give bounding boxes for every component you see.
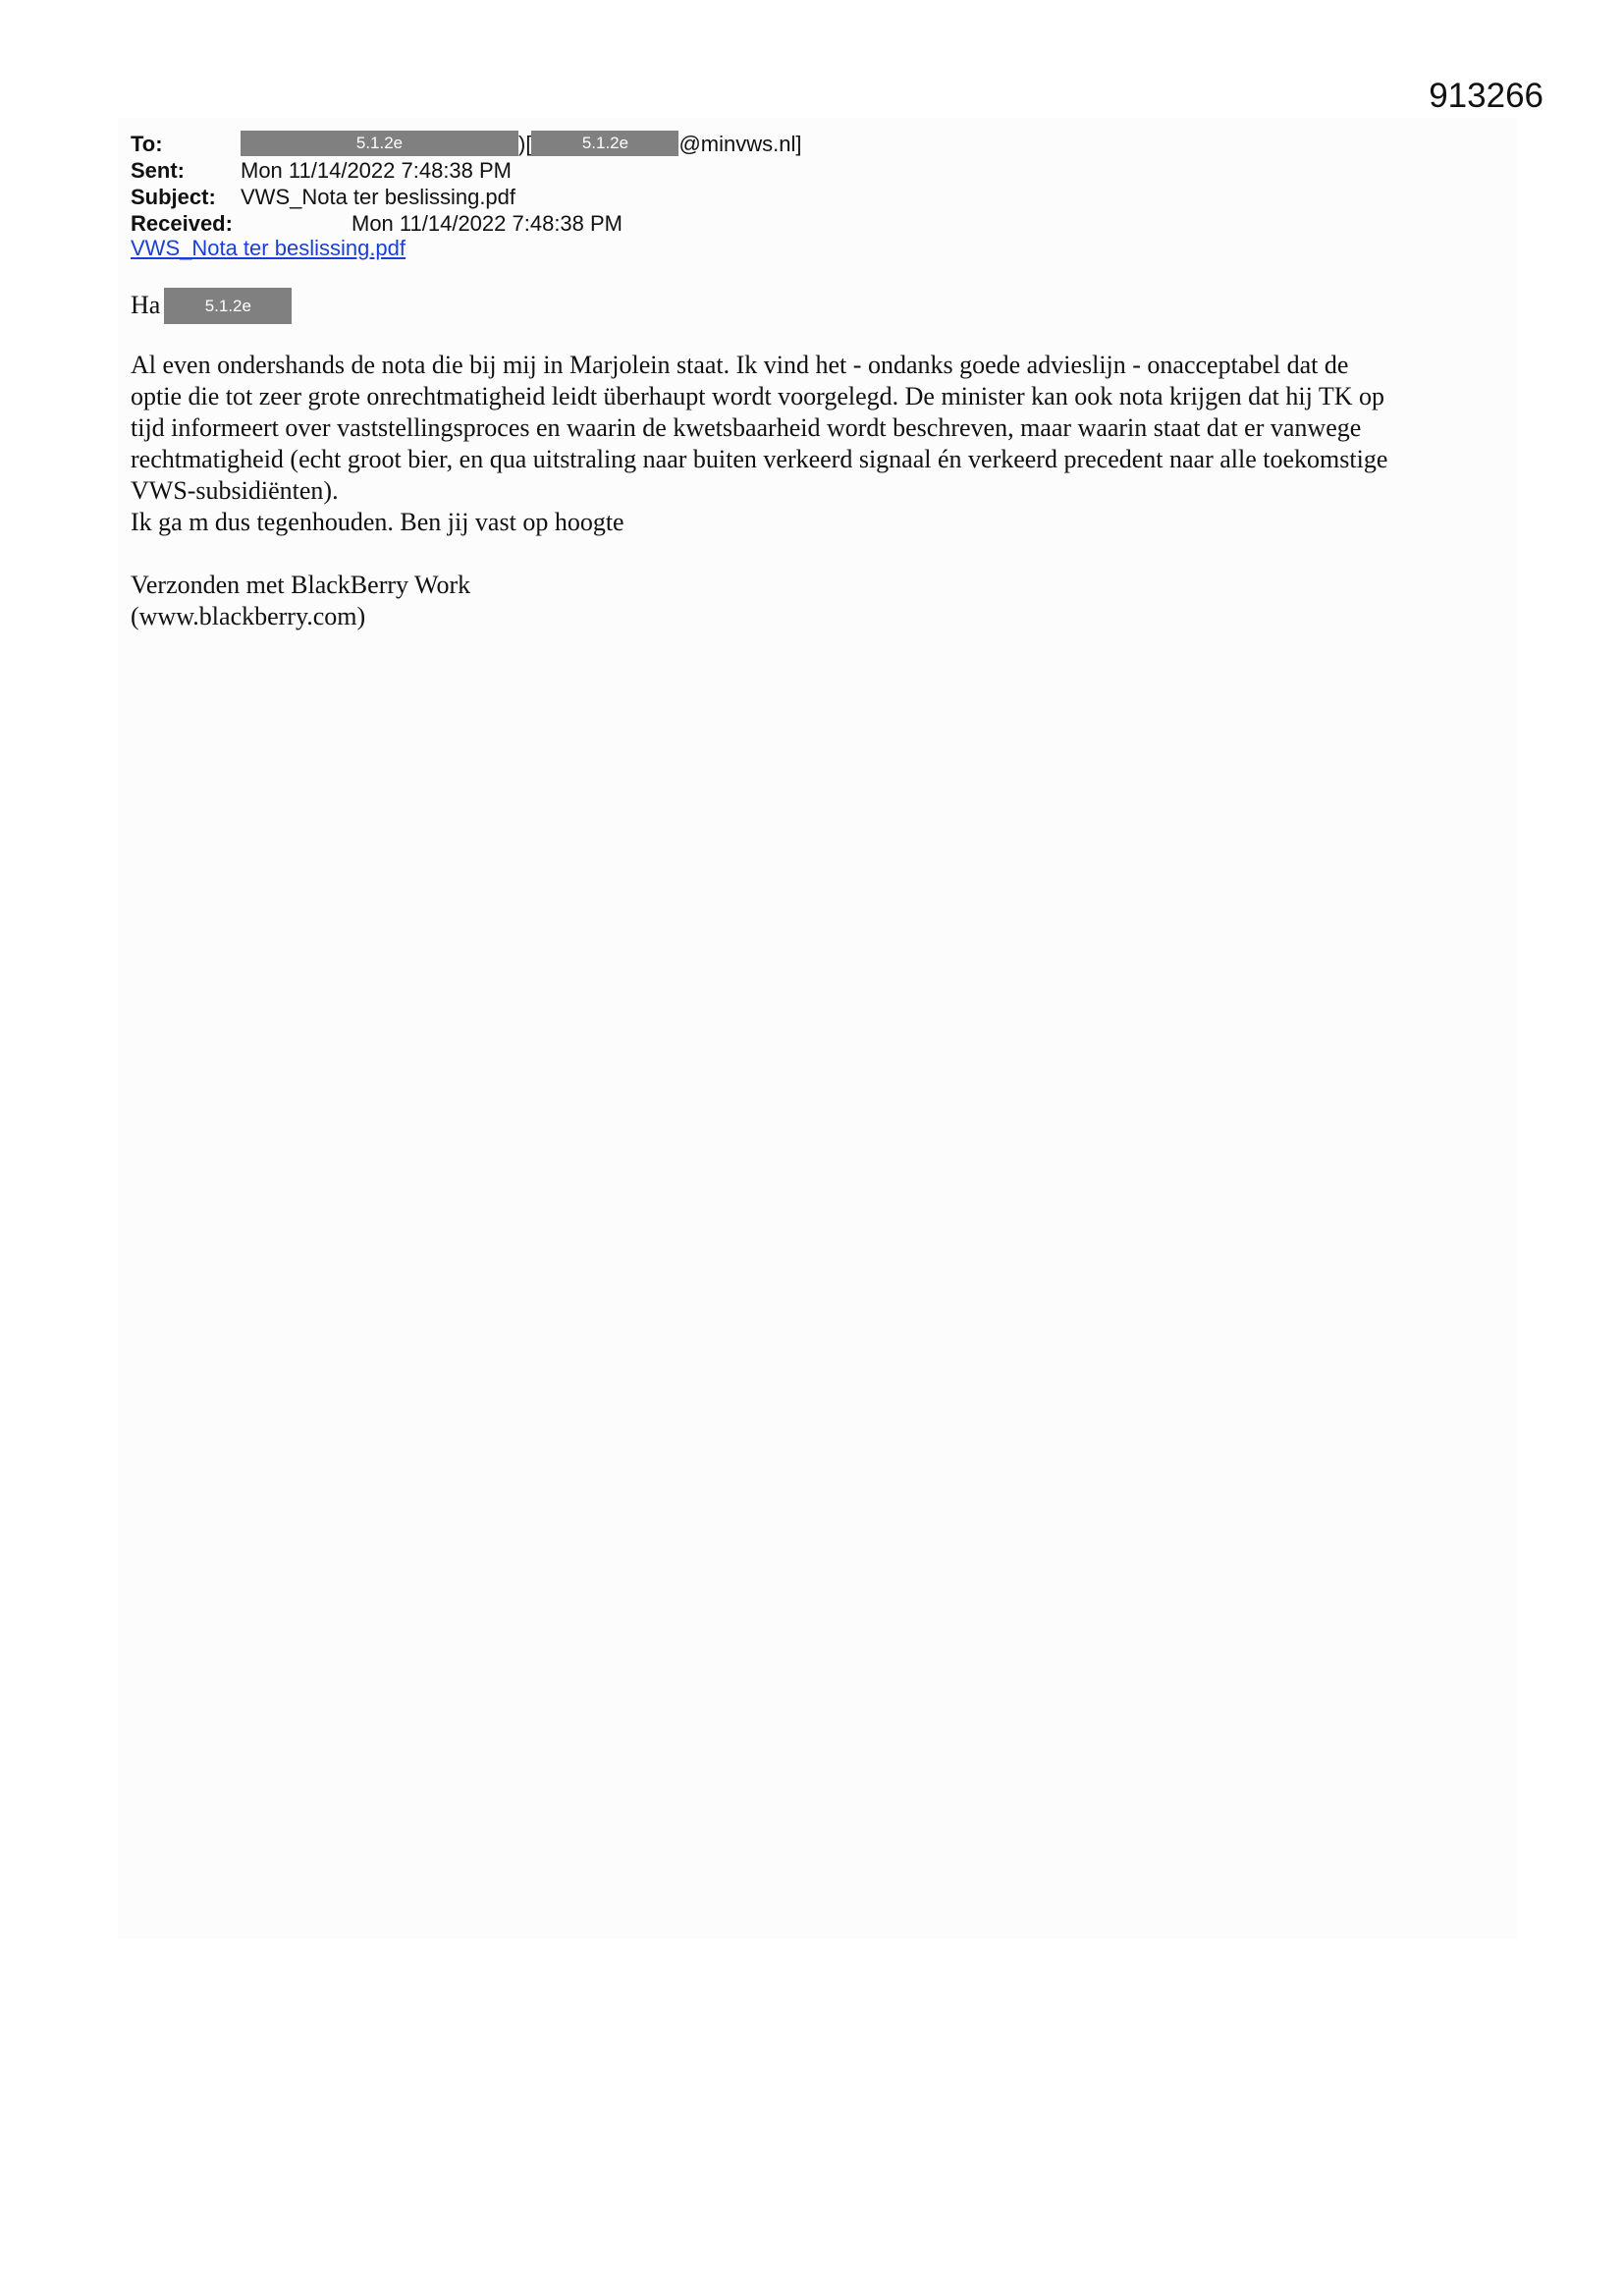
message-paragraph xyxy=(131,350,1505,538)
to-domain: @minvws.nl] xyxy=(678,132,802,156)
greeting xyxy=(131,287,1505,324)
to-value xyxy=(241,131,801,157)
signature-line: (www.blackberry.com) xyxy=(131,602,366,630)
to-label: To: xyxy=(131,132,163,156)
sent-value: Mon 11/14/2022 7:48:38 PM xyxy=(241,158,513,183)
redaction-box: 5.1.2e xyxy=(531,131,678,156)
greeting-text: Ha xyxy=(131,291,161,319)
subject-label: Subject: xyxy=(131,185,216,209)
signature xyxy=(131,570,1505,632)
body-line: Ik ga m dus tegenhouden. Ben jij vast op hoogte xyxy=(131,508,624,536)
body-line: rechtmatigheid (echt groot bier, en qua uitstraling naar buiten verkeerd signaal én verkeerd precedent naar alle toekomstige xyxy=(131,445,1388,473)
received-label: Received: xyxy=(131,211,233,236)
body-line: tijd informeert over vaststellingsproces en waarin de kwetsbaarheid wordt beschreven, maar waarin staat dat er vanwege xyxy=(131,413,1362,442)
received-value: Mon 11/14/2022 7:48:38 PM xyxy=(352,211,623,236)
signature-line: Verzonden met BlackBerry Work xyxy=(131,571,471,599)
subject-value: VWS_Nota ter beslissing.pdf xyxy=(241,185,516,209)
body-line: Al even ondershands de nota die bij mij in Marjolein staat. Ik vind het - ondanks goede advieslijn - onacceptabel dat de xyxy=(131,351,1349,379)
attachment-link[interactable]: VWS_Nota ter beslissing.pdf xyxy=(131,236,406,260)
sent-label: Sent: xyxy=(131,158,185,183)
body-line: VWS-subsidiënten). xyxy=(131,476,339,505)
to-separator: )[ xyxy=(518,132,532,156)
email-body xyxy=(131,287,1505,632)
document-number: 913266 xyxy=(1429,77,1543,115)
redaction-box: 5.1.2e xyxy=(164,288,292,324)
redaction-box: 5.1.2e xyxy=(241,131,518,156)
body-line: optie die tot zeer grote onrechtmatigheid leidt überhaupt wordt voorgelegd. De minister kan ook nota krijgen dat hij TK op xyxy=(131,382,1385,410)
